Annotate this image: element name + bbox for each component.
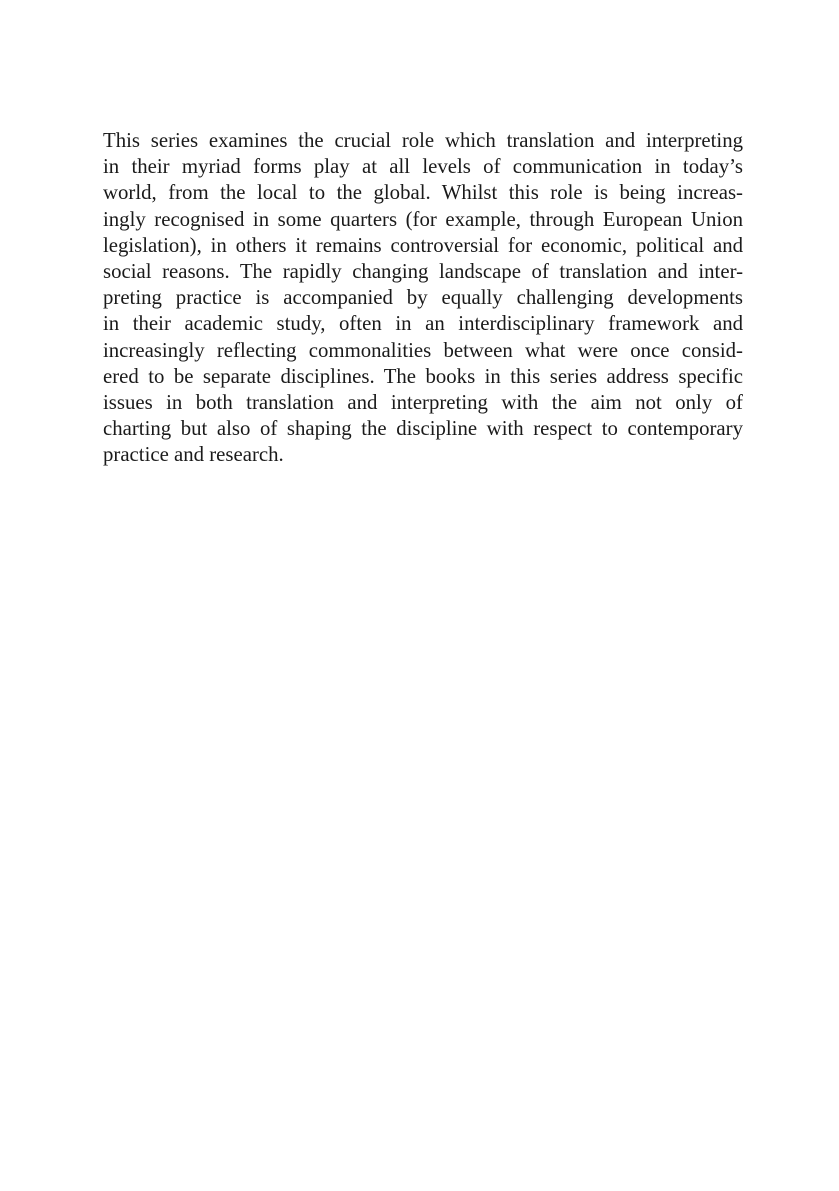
paragraph-line: social reasons. The rapidly changing landscape of translation and inter- [103,259,743,283]
paragraph-line: preting practice is accompanied by equally challenging developments [103,286,743,310]
paragraph-line: in their academic study, often in an interdisciplinary framework and [103,312,743,336]
paragraph-line: world, from the local to the global. Whilst this role is being increas- [103,181,743,205]
paragraph-line: increasingly reflecting commonalities between what were once consid- [103,338,743,362]
paragraph-line: This series examines the crucial role which translation and interpreting [103,129,743,152]
paragraph-line: issues in both translation and interpreting with the aim not only of [103,390,743,414]
paragraph-line-last: practice and research. [103,443,284,467]
series-description [103,128,743,468]
paragraph-line: legislation), in others it remains controversial for economic, political and [103,233,743,257]
paragraph-line: ingly recognised in some quarters (for example, through European Union [103,207,743,231]
paragraph-line: in their myriad forms play at all levels of communication in today’s [103,155,743,179]
paragraph-line: charting but also of shaping the discipline with respect to contemporary [103,417,743,441]
paragraph-line: ered to be separate disciplines. The books in this series address specific [103,364,743,388]
